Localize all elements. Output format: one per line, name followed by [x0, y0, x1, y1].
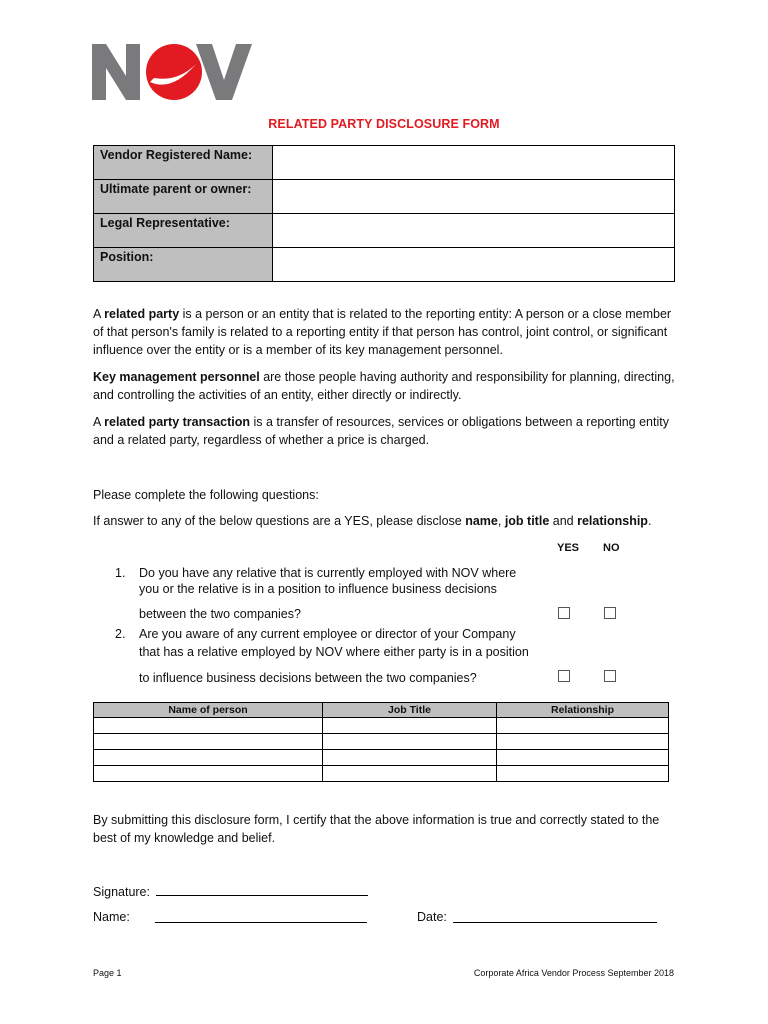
header-relationship: Relationship: [497, 703, 669, 718]
name-cell[interactable]: [94, 766, 323, 782]
vendor-row: [94, 180, 675, 214]
question-1-line-3: between the two companies?: [139, 607, 301, 621]
vendor-registered-name-field[interactable]: [273, 146, 675, 180]
date-label: Date:: [417, 910, 447, 924]
relationship-cell[interactable]: [497, 750, 669, 766]
signature-row: [93, 884, 368, 899]
header-name-of-person: Name of person: [94, 703, 323, 718]
position-field[interactable]: [273, 248, 675, 282]
date-line[interactable]: [453, 911, 657, 923]
name-line[interactable]: [155, 911, 367, 923]
question-2-line-2: that has a relative employed by NOV where either party is in a position: [139, 645, 529, 659]
job-title-cell[interactable]: [323, 766, 497, 782]
question-2-no-checkbox[interactable]: [604, 670, 616, 682]
signature-line[interactable]: [156, 884, 368, 896]
nov-logo: [92, 42, 252, 102]
relationship-cell[interactable]: [497, 718, 669, 734]
vendor-row: [94, 146, 675, 180]
instruction-disclose: If answer to any of the below questions are a YES, please disclose name, job title and relationship.: [93, 514, 652, 528]
question-1-no-checkbox[interactable]: [604, 607, 616, 619]
vendor-row: [94, 248, 675, 282]
question-2-line-3: to influence business decisions between the two companies?: [139, 671, 477, 685]
job-title-cell[interactable]: [323, 750, 497, 766]
key-management-definition: Key management personnel are those people having authority and responsibility for planning, directing, and controlling the activities of an entity, either directly or indirectly.: [93, 370, 675, 402]
position-label: Position:: [94, 248, 273, 282]
vendor-info-table: [93, 145, 675, 282]
no-column-header: NO: [603, 542, 620, 554]
question-2-yes-checkbox[interactable]: [558, 670, 570, 682]
logo-letter-n: [92, 44, 140, 100]
table-row: [94, 734, 669, 750]
table-row: [94, 718, 669, 734]
legal-representative-field[interactable]: [273, 214, 675, 248]
question-1-line-2: you or the relative is in a position to influence business decisions: [139, 582, 497, 596]
form-title: RELATED PARTY DISCLOSURE FORM: [268, 117, 500, 131]
related-party-definition: A related party is a person or an entity that is related to the reporting entity: A person or a close member of that person's family is related to a reporting entity if that person has control, joint control, or significant influence over the entity or is a member of its key management personnel.: [93, 307, 672, 357]
ultimate-parent-label: Ultimate parent or owner:: [94, 180, 273, 214]
name-label: Name:: [93, 910, 130, 924]
vendor-row: [94, 214, 675, 248]
relationship-cell[interactable]: [497, 766, 669, 782]
vendor-registered-name-label: Vendor Registered Name:: [94, 146, 273, 180]
table-row: [94, 750, 669, 766]
logo-circle-o: [146, 44, 202, 100]
footer-document-info: Corporate Africa Vendor Process September 2018: [473, 968, 674, 978]
job-title-cell[interactable]: [323, 734, 497, 750]
question-1-yes-checkbox[interactable]: [558, 607, 570, 619]
name-cell[interactable]: [94, 750, 323, 766]
relationship-cell[interactable]: [497, 734, 669, 750]
relations-table: [93, 702, 669, 782]
name-cell[interactable]: [94, 718, 323, 734]
relations-header-row: [94, 703, 669, 718]
table-row: [94, 766, 669, 782]
question-1-number: 1.: [115, 566, 126, 580]
job-title-cell[interactable]: [323, 718, 497, 734]
question-2-number: 2.: [115, 627, 126, 641]
legal-representative-label: Legal Representative:: [94, 214, 273, 248]
footer-page-number: Page 1: [93, 968, 122, 978]
logo-letter-v: [196, 44, 252, 100]
instruction-complete: Please complete the following questions:: [93, 488, 319, 502]
question-2-line-1: Are you aware of any current employee or director of your Company: [139, 627, 516, 641]
certification-statement: By submitting this disclosure form, I certify that the above information is true and correctly stated to the best of my knowledge and belief.: [93, 813, 660, 845]
signature-label: Signature:: [93, 885, 150, 899]
header-job-title: Job Title: [323, 703, 497, 718]
question-1-line-1: Do you have any relative that is currently employed with NOV where: [139, 566, 517, 580]
yes-column-header: YES: [557, 542, 580, 554]
related-party-transaction-definition: A related party transaction is a transfer of resources, services or obligations between a reporting entity and a related party, regardless of whether a price is charged.: [93, 415, 669, 447]
ultimate-parent-field[interactable]: [273, 180, 675, 214]
name-cell[interactable]: [94, 734, 323, 750]
